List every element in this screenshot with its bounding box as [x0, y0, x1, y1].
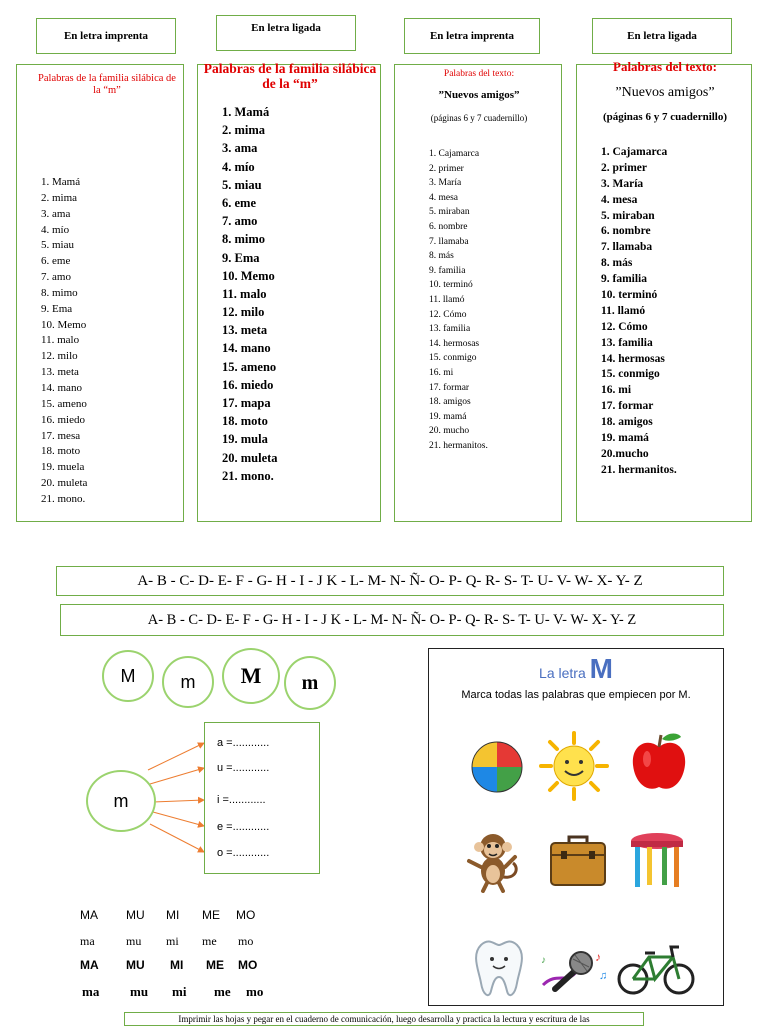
list-item: 10. Memo [222, 268, 275, 283]
svg-text:♪: ♪ [541, 955, 546, 966]
syllable: ma [80, 934, 95, 948]
list-item: 1. Mamá [222, 105, 270, 119]
list-item: 3. ama [222, 141, 258, 156]
header-ligada-1: En letra ligada [216, 15, 356, 51]
syllable: MA [80, 908, 98, 922]
list-item: 13. meta [222, 323, 268, 338]
list-item: 17. mesa [41, 429, 81, 442]
worksheet-title-prefix: La letra [539, 665, 586, 681]
text-words-ligada [576, 59, 752, 522]
list-item: 15. conmigo [601, 368, 660, 381]
list-item: 18. moto [41, 445, 81, 458]
syllable: MI [166, 908, 180, 922]
story-title: ”Nuevos amigos” [438, 89, 520, 101]
list-item: 14. hermosas [601, 352, 665, 365]
syllable: MU [126, 908, 145, 922]
letter-circle-m-2: m [284, 656, 336, 710]
list-item: 7. amo [41, 271, 71, 284]
microphone-icon[interactable] [537, 941, 613, 997]
worksheet-title-letter: M [589, 653, 613, 684]
letter-circle-m-1: m [162, 656, 214, 708]
list-item: 20. muleta [41, 477, 88, 490]
ball-icon[interactable] [469, 739, 525, 795]
list-item: 11. malo [41, 334, 80, 347]
list-item: 4. mío [41, 223, 70, 236]
instructions-footnote: Imprimir las hojas y pegar en el cuaderno de comunicación, luego desarrolla y practica la lectura y escritura de las [124, 1012, 644, 1026]
word-list [601, 145, 677, 479]
pages-note: (páginas 6 y 7 cuadernillo) [430, 113, 528, 123]
vowel-box [204, 722, 320, 874]
list-item: 17. formar [429, 382, 470, 393]
list-item: 4. mío [222, 159, 255, 174]
vowel-u-blank[interactable]: u =............ [217, 762, 270, 774]
vowel-i-blank[interactable]: i =............ [217, 794, 266, 806]
list-item: 3. ama [41, 207, 71, 220]
list-title: Palabras del texto: [443, 69, 515, 79]
list-title: Palabras de la familia silábica de la “m” [203, 61, 377, 91]
header-imprenta-2: En letra imprenta [404, 18, 540, 54]
svg-text:♫: ♫ [599, 970, 608, 982]
list-item: 5. miraban [429, 207, 470, 218]
list-item: 14. mano [222, 341, 271, 356]
arrow-u [150, 768, 204, 784]
syllable: me [214, 984, 231, 999]
word-list [41, 175, 87, 508]
list-item: 2. primer [429, 163, 464, 174]
vowel-a-blank[interactable]: a =............ [217, 737, 270, 749]
vowel-e-blank[interactable]: e =............ [217, 821, 270, 833]
syllable: mu [130, 984, 149, 999]
list-item: 8. mimo [222, 232, 266, 247]
syllable: me [202, 934, 217, 948]
list-item: 9. familia [601, 273, 647, 286]
list-item: 16. miedo [41, 413, 85, 426]
syllable: mi [172, 984, 187, 999]
word-list [429, 147, 488, 453]
alphabet-line-1: A- B - C- D- E- F - G- H - I - J K - L- M- N- Ñ- O- P- Q- R- S- T- U- V- W- X- Y- Z [56, 566, 724, 596]
syllable: MU [126, 958, 145, 972]
list-item: 14. hermosas [429, 338, 480, 349]
list-item: 4. mesa [429, 192, 459, 203]
list-item: 13. familia [429, 324, 471, 335]
list-item: 19. mamá [601, 432, 649, 445]
list-item: 11. llamó [429, 294, 465, 305]
worksheet-title [429, 653, 723, 685]
header-ligada-2: En letra ligada [592, 18, 732, 54]
list-item: 6. nombre [601, 225, 651, 238]
syllable: MO [236, 908, 256, 922]
list-item: 12. milo [222, 305, 265, 320]
pages-note: (páginas 6 y 7 cuadernillo) [602, 111, 728, 123]
list-title: Palabras del texto: [613, 59, 717, 74]
list-item: 10. Memo [41, 318, 87, 331]
list-item: 21. hermanitos. [429, 440, 488, 451]
list-item: 15. ameno [41, 397, 87, 410]
letter-circle-M-2: M [222, 648, 280, 704]
list-item: 19. mula [222, 432, 268, 447]
list-item: 6. eme [41, 255, 71, 268]
list-item: 2. mima [222, 123, 266, 138]
list-item: 12. Cómo [601, 320, 648, 333]
alphabet-line-2: A- B - C- D- E- F - G- H - I - J K - L- M- N- Ñ- O- P- Q- R- S- T- U- V- W- X- Y- Z [60, 604, 724, 636]
list-title: Palabras de la familia silábica de la “m” [38, 73, 176, 96]
list-item: 8. mimo [41, 286, 78, 299]
list-item: 12. Cómo [429, 309, 467, 320]
list-item: 8. más [601, 257, 633, 270]
syllable: mu [126, 934, 142, 948]
list-item: 9. Ema [41, 302, 73, 315]
list-item: 17. mapa [222, 396, 271, 410]
list-item: 7. amo [222, 214, 258, 229]
list-item: 20.mucho [601, 447, 649, 460]
syllable: ME [202, 908, 220, 922]
list-item: 17. formar [601, 400, 654, 413]
syllable: MO [238, 958, 258, 972]
worksheet-instruction: Marca todas las palabras que empiecen por M. [461, 689, 691, 701]
letra-m-worksheet [428, 648, 724, 1006]
arrow-i [153, 800, 204, 802]
list-item: 21. mono. [222, 468, 274, 483]
list-item: 19. mamá [429, 411, 467, 422]
list-item: 12. milo [41, 350, 78, 363]
syllable: mi [166, 934, 179, 948]
list-item: 21. hermanitos. [601, 463, 677, 476]
list-item: 5. miau [41, 239, 74, 252]
list-item: 1. Cajamarca [601, 146, 668, 158]
list-item: 9. familia [429, 265, 466, 276]
letter-circle-M-1: M [102, 650, 154, 702]
word-list [222, 103, 278, 485]
list-item: 18. amigos [429, 397, 471, 408]
word-list-imprenta [16, 64, 184, 522]
syllable: MA [80, 958, 99, 972]
text-words-imprenta [394, 64, 562, 522]
list-item: 6. eme [222, 195, 257, 210]
list-item: 3. María [601, 177, 644, 190]
syllable: mo [246, 984, 264, 999]
list-item: 6. nombre [429, 221, 468, 232]
list-item: 10. terminó [429, 280, 473, 291]
list-item: 5. miraban [601, 209, 655, 222]
list-item: 13. meta [41, 366, 79, 379]
apple-icon[interactable] [629, 729, 689, 795]
arrow-a [148, 743, 204, 770]
list-item: 7. llamaba [429, 236, 469, 247]
list-item: 10. terminó [601, 289, 658, 302]
bicycle-icon[interactable] [615, 941, 697, 997]
tooth-icon[interactable] [471, 937, 527, 1001]
list-item: 14. mano [41, 381, 82, 394]
syllable: MI [170, 958, 184, 972]
list-item: 19. muela [41, 461, 85, 474]
list-item: 16. miedo [222, 377, 274, 392]
list-item: 11. malo [222, 286, 267, 301]
list-item: 16. mi [429, 367, 454, 378]
vowel-o-blank[interactable]: o =............ [217, 847, 270, 859]
list-item: 20. muleta [222, 450, 278, 465]
arrow-o [150, 824, 204, 852]
list-item: 9. Ema [222, 250, 260, 265]
monkey-icon[interactable] [463, 827, 523, 893]
list-item: 15. ameno [222, 359, 277, 374]
svg-text:♪: ♪ [595, 950, 601, 964]
list-item: 18. moto [222, 414, 268, 429]
header-imprenta-1: En letra imprenta [36, 18, 176, 54]
list-item: 7. llamaba [601, 241, 653, 254]
story-title: ”Nuevos amigos” [615, 85, 715, 100]
center-m-circle: m [86, 770, 156, 832]
arrow-e [153, 812, 204, 826]
syllable: ME [206, 958, 224, 972]
list-item: 4. mesa [601, 193, 638, 206]
word-list-ligada [197, 61, 381, 522]
list-item: 16. mi [601, 384, 632, 397]
suitcase-icon[interactable] [547, 833, 609, 889]
table-icon[interactable] [627, 829, 687, 891]
list-item: 5. miau [222, 177, 262, 192]
list-item: 21. mono. [41, 492, 86, 505]
list-item: 1. Cajamarca [429, 149, 480, 159]
list-item: 15. conmigo [429, 353, 477, 364]
list-item: 18. amigos [601, 416, 653, 429]
list-item: 11. llamó [601, 304, 646, 317]
list-item: 2. primer [601, 161, 647, 174]
list-item: 13. familia [601, 336, 653, 349]
list-item: 20. mucho [429, 426, 470, 437]
syllable: ma [82, 984, 100, 999]
list-item: 2. mima [41, 191, 78, 204]
sun-icon[interactable] [539, 731, 609, 801]
list-item: 1. Mamá [41, 176, 81, 188]
list-item: 8. más [429, 251, 454, 262]
syllable: mo [238, 934, 254, 948]
list-item: 3. María [429, 178, 462, 189]
